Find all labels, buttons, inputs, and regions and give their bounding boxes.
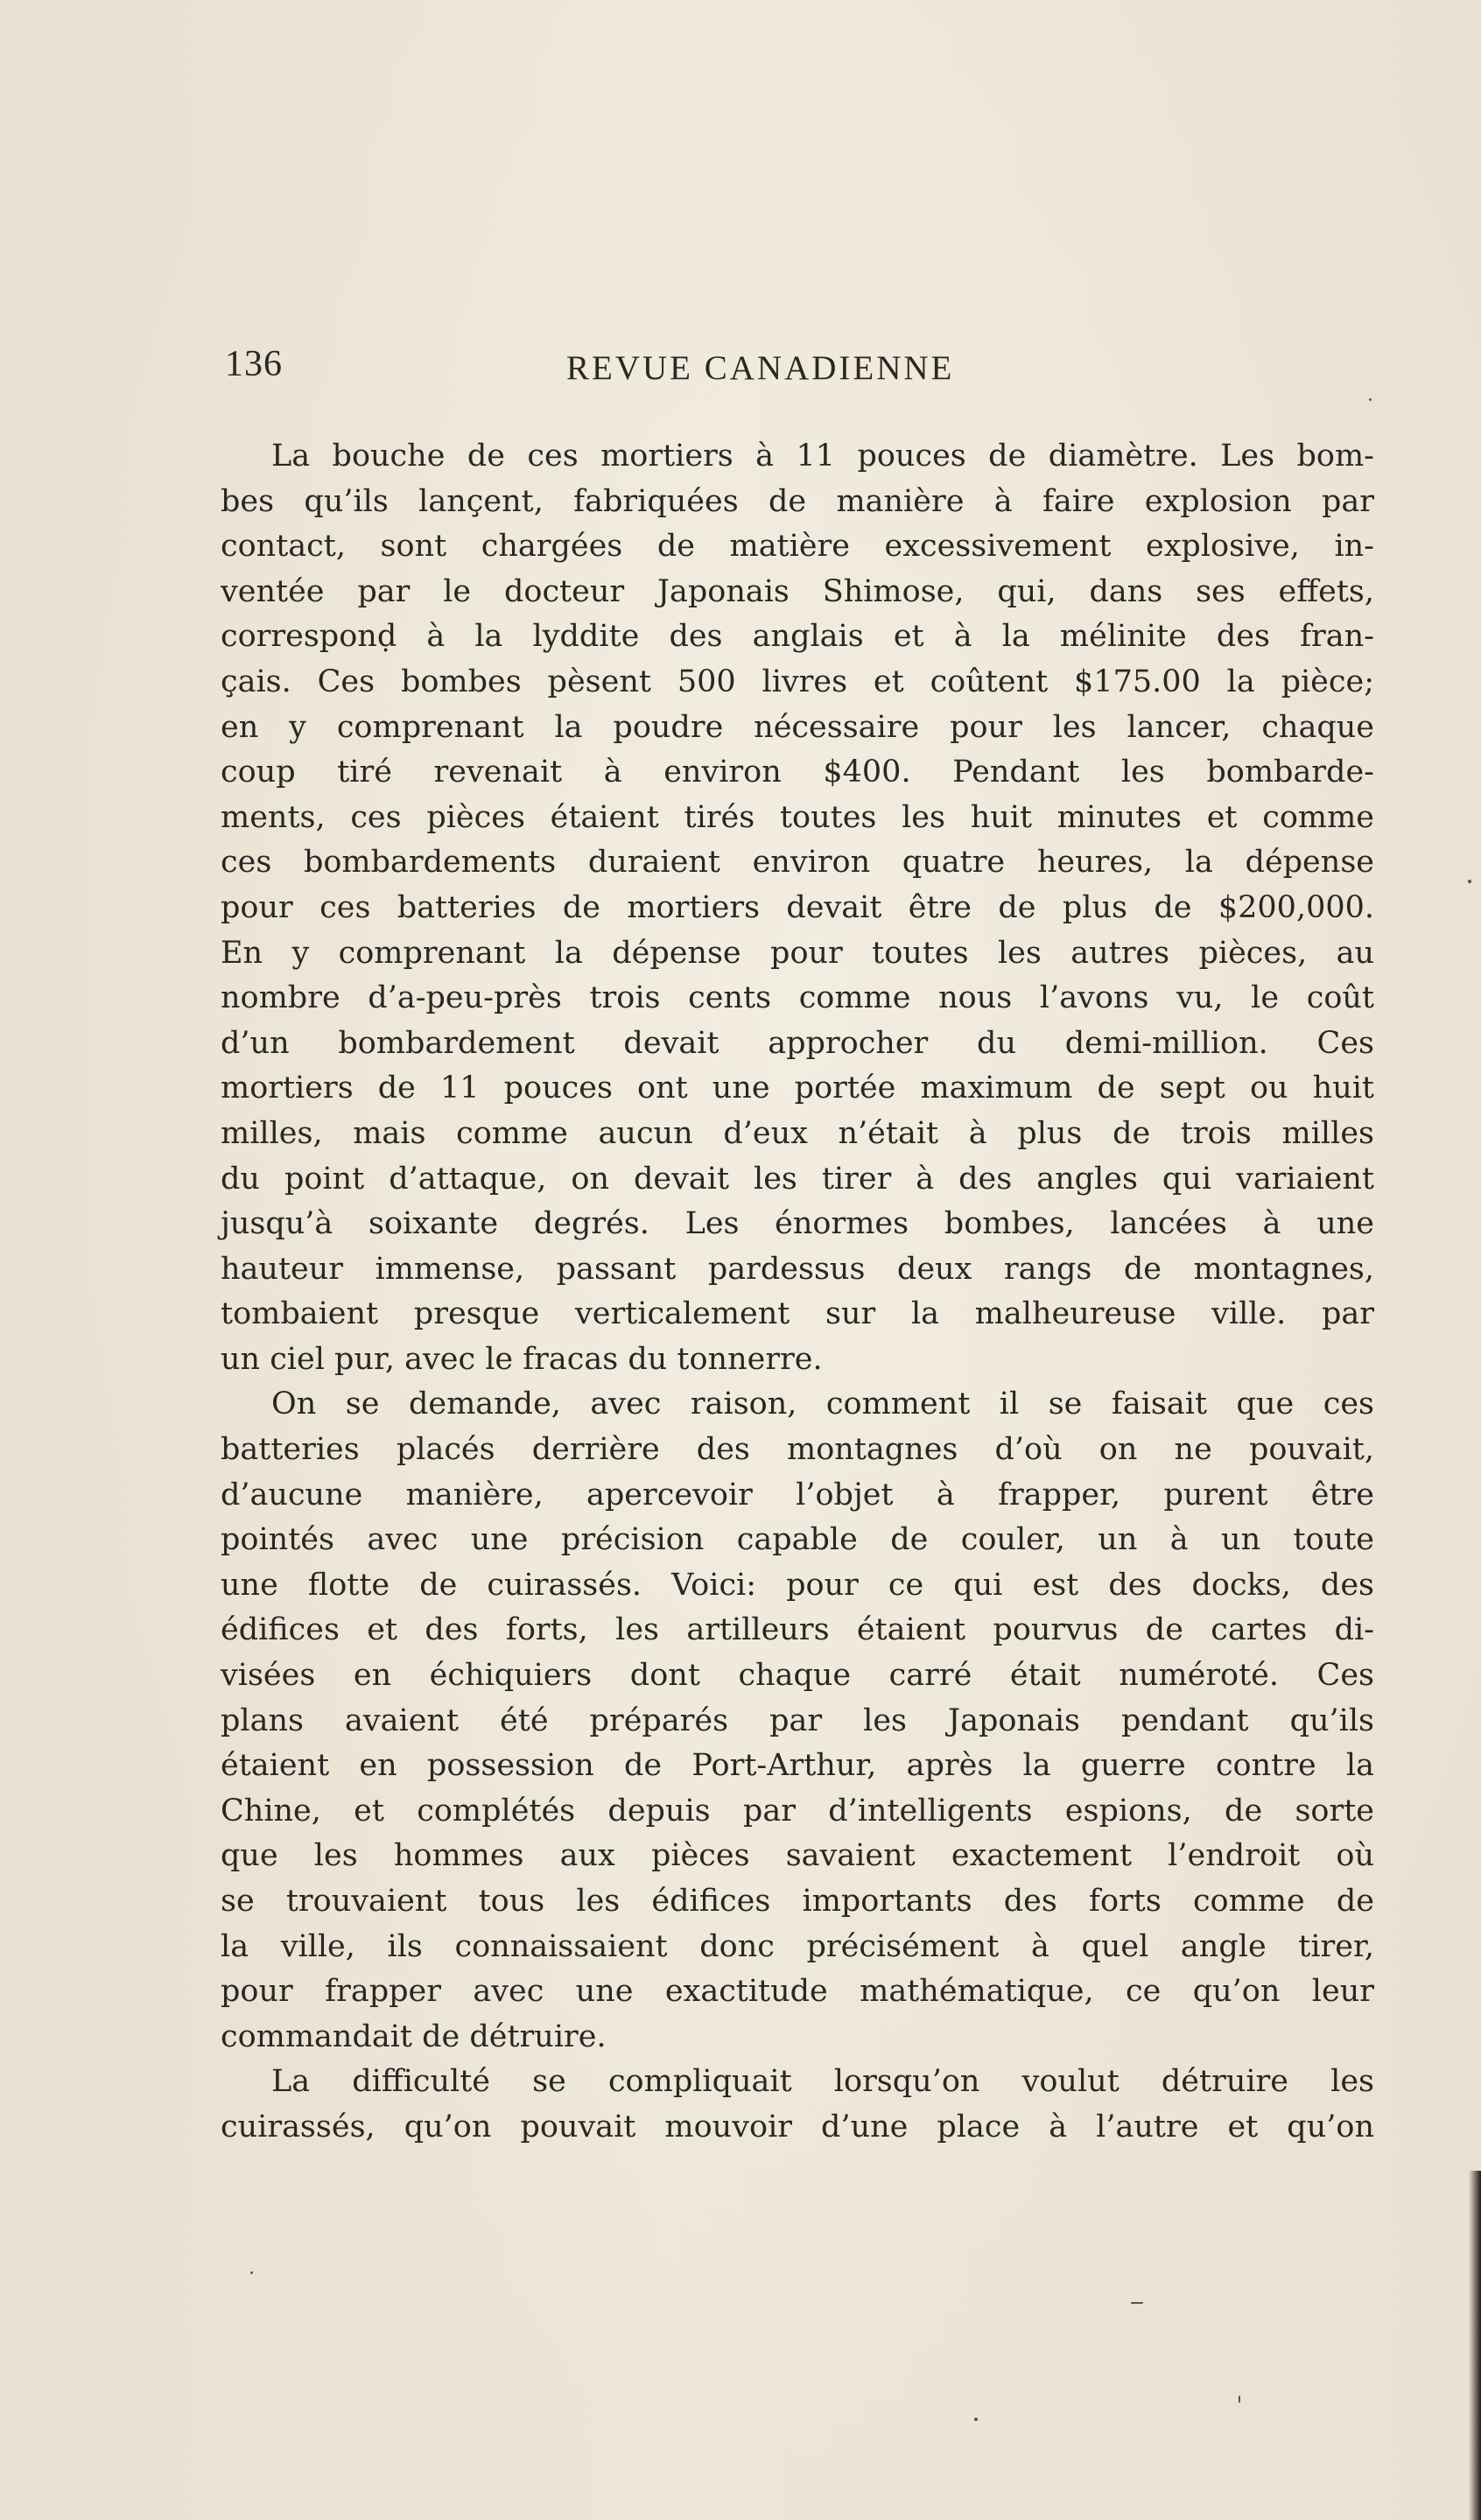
text-line: bes qu’ils lançent, fabriquées de manière à faire explosion par — [221, 483, 1374, 519]
text-line: La difficulté se compliquait lorsqu’on voulut détruire les — [271, 2064, 1374, 2100]
text-line: d’un bombardement devait approcher du demi-million. Ces — [221, 1025, 1374, 1061]
text-line: une flotte de cuirassés. Voici: pour ce qui est des docks, des — [221, 1567, 1374, 1603]
paper-speck — [974, 2418, 978, 2421]
text-line: milles, mais comme aucun d’eux n’était à plus de trois milles — [221, 1115, 1374, 1151]
text-line: d’aucune manière, apercevoir l’objet à frapper, purent être — [221, 1477, 1374, 1513]
text-line: pour ces batteries de mortiers devait être de plus de $200,000. — [221, 889, 1374, 925]
running-head: REVUE CANADIENNE — [566, 349, 955, 387]
text-line: un ciel pur, avec le fracas du tonnerre. — [221, 1341, 823, 1377]
text-line: coup tiré revenait à environ $400. Pendant les bombarde- — [221, 755, 1374, 790]
body-text — [221, 434, 1374, 2151]
text-line: jusqu’à soixante degrés. Les énormes bombes, lancées à une — [221, 1206, 1374, 1242]
text-line: se trouvaient tous les édifices importants des forts comme de — [221, 1884, 1374, 1919]
text-line: çais. Ces bombes pèsent 500 livres et coûtent $175.00 la pièce; — [221, 663, 1374, 699]
page-number: 136 — [225, 344, 283, 384]
text-line: commandait de détruire. — [221, 2018, 607, 2054]
text-line: mortiers de 11 pouces ont une portée maximum de sept ou huit — [221, 1070, 1374, 1106]
text-line: En y comprenant la dépense pour toutes les autres pièces, au — [221, 935, 1374, 971]
text-line: pour frapper avec une exactitude mathématique, ce qu’on leur — [221, 1974, 1374, 2010]
text-line: pointés avec une précision capable de couler, un à un toute — [221, 1522, 1374, 1558]
text-line: La bouche de ces mortiers à 11 pouces de diamètre. Les bom- — [271, 439, 1374, 474]
text-line: batteries placés derrière des montagnes d’où on ne pouvait, — [221, 1432, 1374, 1468]
text-line: édifices et des forts, les artilleurs étaient pourvus de cartes di- — [221, 1612, 1374, 1648]
text-line: la ville, ils connaissaient donc précisément à quel angle tirer, — [221, 1928, 1374, 1964]
text-line: visées en échiquiers dont chaque carré était numéroté. Ces — [221, 1658, 1374, 1694]
text-line: cuirassés, qu’on pouvait mouvoir d’une place à l’autre et qu’on — [221, 2109, 1374, 2144]
text-line: hauteur immense, passant pardessus deux rangs de montagnes, — [221, 1251, 1374, 1287]
paper-speck — [1239, 2396, 1240, 2403]
paper-speck — [1369, 398, 1372, 401]
text-line: corresponḍ à la lyddite des anglais et à la mélinite des fran- — [221, 619, 1374, 655]
text-line: tombaient presque verticalement sur la malheureuse ville. par — [221, 1296, 1374, 1332]
text-line: ments, ces pièces étaient tirés toutes les huit minutes et comme — [221, 799, 1374, 835]
text-line: plans avaient été préparés par les Japonais pendant qu’ils — [221, 1702, 1374, 1738]
paper-speck — [250, 2271, 253, 2274]
binding-shadow — [1469, 2171, 1481, 2520]
text-line: ventée par le docteur Japonais Shimose, qui, dans ses effets, — [221, 573, 1374, 609]
text-line: Chine, et complétés depuis par d’intelligents espions, de sorte — [221, 1793, 1374, 1829]
text-line: ces bombardements duraient environ quatre heures, la dépense — [221, 845, 1374, 881]
text-line: étaient en possession de Port-Arthur, après la guerre contre la — [221, 1748, 1374, 1784]
text-line: du point d’attaque, on devait les tirer à des angles qui variaient — [221, 1161, 1374, 1197]
text-line: contact, sont chargées de matière excessivement explosive, in- — [221, 529, 1374, 565]
text-line: On se demande, avec raison, comment il se faisait que ces — [271, 1386, 1374, 1422]
paper-speck — [1468, 880, 1471, 883]
text-line: en y comprenant la poudre nécessaire pour les lancer, chaque — [221, 709, 1374, 745]
text-line: nombre d’a-peu-près trois cents comme nous l’avons vu, le coût — [221, 980, 1374, 1016]
page-header — [225, 343, 1372, 396]
paper-speck — [1131, 2302, 1143, 2304]
text-line: que les hommes aux pièces savaient exactement l’endroit où — [221, 1838, 1374, 1874]
